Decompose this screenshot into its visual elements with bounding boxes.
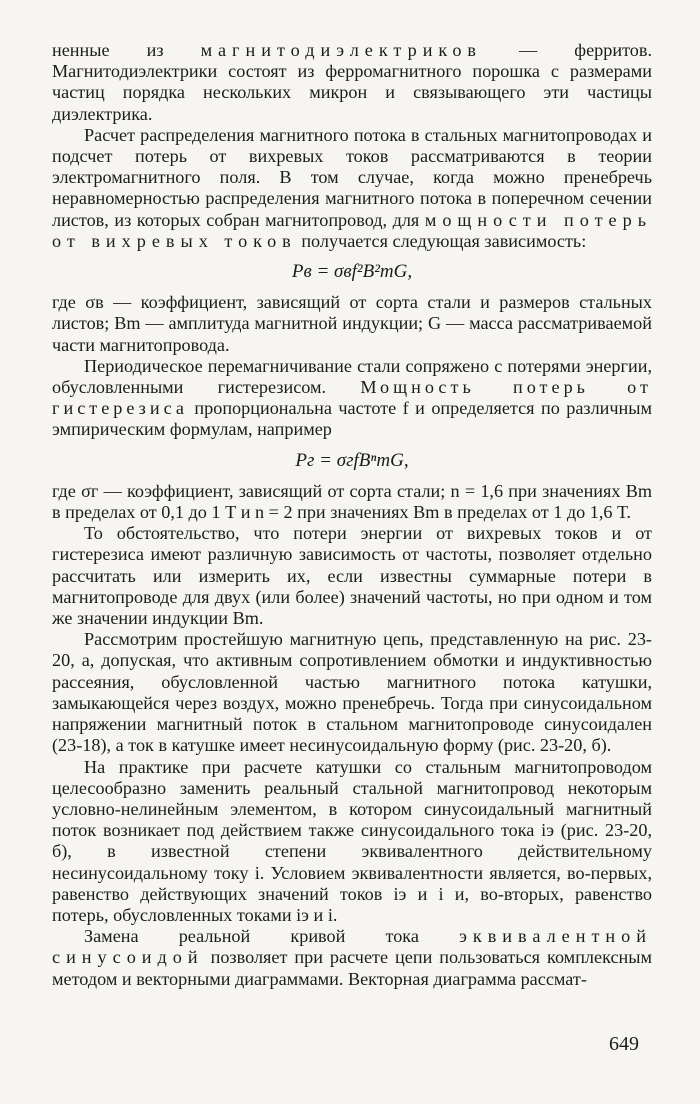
- paragraph-4: Периодическое перемагничивание стали сопряжено с потерями энергии, обусловленными гистерезисом. Мощность потерь от гистерезиса пропорциональна частоте f и определяется по различным эмпирическим формулам, например: [52, 355, 652, 440]
- formula-hysteresis-loss: Pг = σгfBⁿmG,: [295, 449, 409, 471]
- page-number: 649: [609, 1033, 639, 1055]
- paragraph-1: ненные из магнитодиэлектриков — ферритов. Магнитодиэлектрики состоят из ферромагнитного порошка с размерами частиц порядка нескольких микрон и связывающего эти частицы диэлектрика.: [52, 40, 653, 124]
- paragraph-9: Замена реальной кривой тока эквивалентной синусоидой позволяет при расчете цепи пользоваться комплексным методом и векторными диаграммами. Векторная диаграмма рассмат-: [52, 926, 652, 989]
- paragraph-5: где σг — коэффициент, зависящий от сорта стали; n = 1,6 при значениях Bm в пределах от 0,1 до 1 Т и n = 2 при значениях Bm в пределах от 1 до 1,6 Т.: [52, 480, 652, 523]
- paragraph-8: На практике при расчете катушки со стальным магнитопроводом целесообразно заменить реальный стальной магнитопровод некоторым условно-нелинейным элементом, в котором синусоидальный магнитный поток возникает под действием также синусоидального тока iэ (рис. 23-20, б), в известной степени эквивалентного действительному несинусоидальному току i. Условием эквивалентности является, во-первых, равенство действующих значений токов iэ и i и, во-вторых, равенство потерь, обусловленных токами iэ и i.: [52, 756, 652, 925]
- formula-eddy-current-loss: Pв = σвf²B²mG,: [291, 261, 413, 283]
- paragraph-7: Рассмотрим простейшую магнитную цепь, представленную на рис. 23-20, а, допуская, что активным сопротивлением обмотки и индуктивностью рассеяния, обусловленной частью магнитного потока катушки, замыкающейся через воздух, можно пренебречь. Тогда при синусоидальном напряжении магнитный поток в стальном магнитопроводе синусоидален (23-18), а ток в катушке имеет несинусоидальную форму (рис. 23-20, б).: [52, 629, 652, 756]
- body-text: [52, 40, 652, 990]
- paragraph-2: Расчет распределения магнитного потока в стальных магнитопроводах и подсчет потерь от вихревых токов рассматриваются в теории электромагнитного поля. В том случае, когда можно пренебречь неравномерностью распределения магнитного потока в поперечном сечении листов, из которых собран магнитопровод, для мощности потерь от вихревых токов получается следующая зависимость:: [52, 124, 652, 251]
- paragraph-6: То обстоятельство, что потери энергии от вихревых токов и от гистерезиса имеют различную зависимость от частоты, позволяет отдельно рассчитать или измерить их, если известны суммарные потери в магнитопроводе для двух (или более) значений частоты, но при одном и том же значении индукции Bm.: [52, 523, 652, 629]
- paragraph-3: где σв — коэффициент, зависящий от сорта стали и размеров стальных листов; Bm — амплитуда магнитной индукции; G — масса рассматриваемой части магнитопровода.: [52, 292, 652, 355]
